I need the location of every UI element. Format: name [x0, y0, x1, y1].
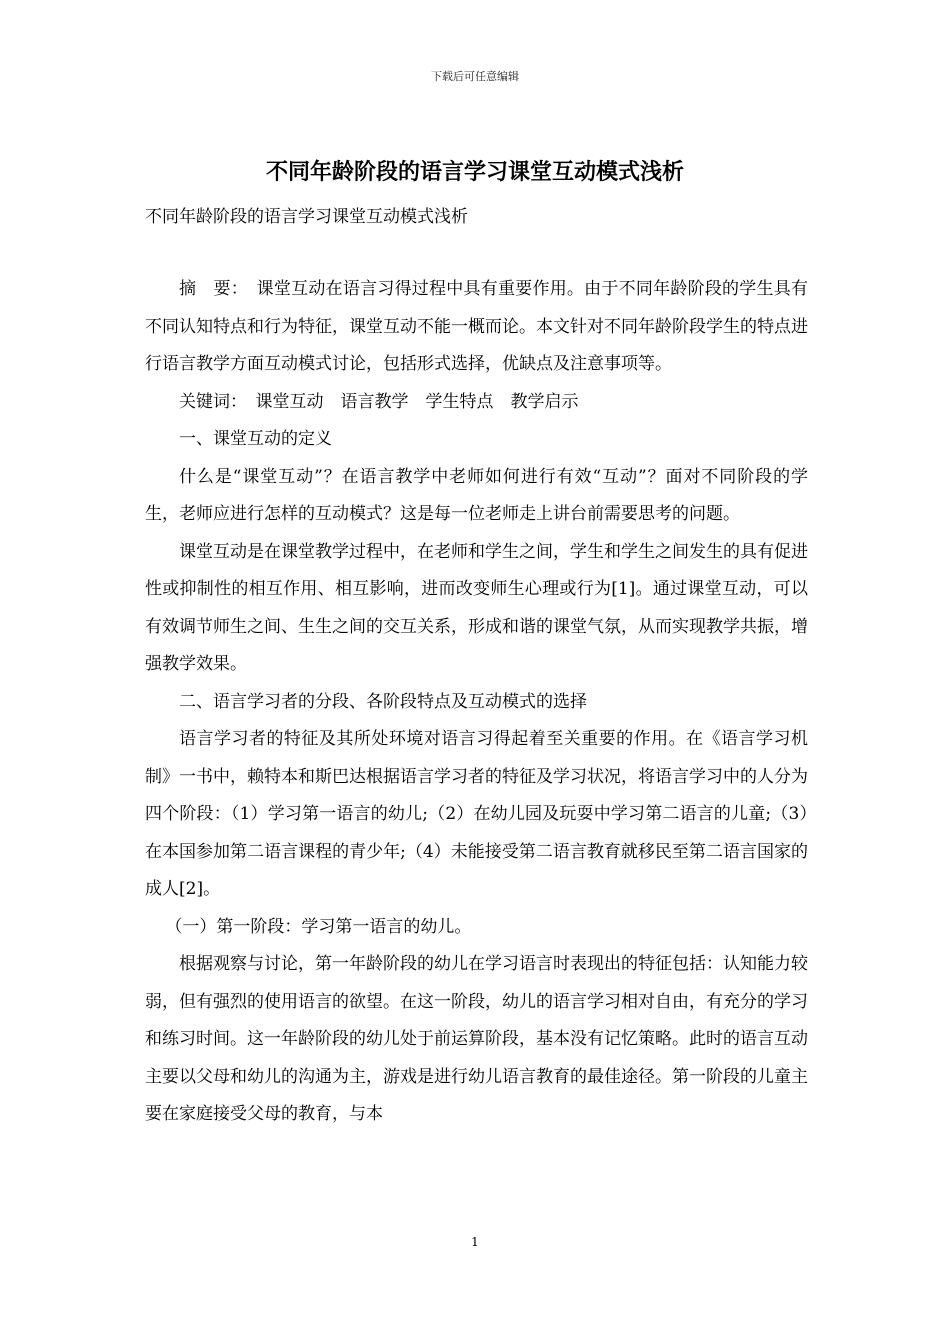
body-paragraph: 根据观察与讨论，第一年龄阶段的幼儿在学习语言时表现出的特征包括：认知能力较弱，但有强烈的使用语言的欲望。在这一阶段，幼儿的语言学习相对自由，有充分的学习和练习时间。这一年龄阶段的幼儿处于前运算阶段，基本没有记忆策略。此时的语言互动主要以父母和幼儿的沟通为主，游戏是进行幼儿语言教育的最佳途径。第一阶段的儿童主要在家庭接受父母的教育，与本: [145, 954, 808, 1124]
page-number: 1: [471, 1235, 479, 1249]
body-paragraph: 语言学习者的特征及其所处环境对语言习得起着至关重要的作用。在《语言学习机制》一书中，赖特本和斯巴达根据语言学习者的特征及学习状况，将语言学习中的人分为四个阶段：（1）学习第一语言的幼儿;（2）在幼儿园及玩耍中学习第二语言的儿童;（3）在本国参加第二语言课程的青少年;（4）未能接受第二语言教育就移民至第二语言国家的成人[2]。: [145, 729, 808, 899]
abstract-paragraph: 摘 要： 课堂互动在语言习得过程中具有重要作用。由于不同年龄阶段的学生具有不同认知特点和行为特征，课堂互动不能一概而论。本文针对不同年龄阶段学生的特点进行语言教学方面互动模式讨论，包括形式选择，优缺点及注意事项等。: [145, 279, 808, 374]
body-paragraph: 什么是“课堂互动”？在语言教学中老师如何进行有效“互动”？面对不同阶段的学生，老师应进行怎样的互动模式？这是每一位老师走上讲台前需要思考的问题。: [145, 466, 808, 524]
section-heading-1: 一、课堂互动的定义: [179, 429, 332, 449]
document-subtitle: 不同年龄阶段的语言学习课堂互动模式浅析: [145, 207, 468, 227]
section-heading-2: 二、语言学习者的分段、各阶段特点及互动模式的选择: [179, 691, 587, 712]
document-title: 不同年龄阶段的语言学习课堂互动模式浅析: [265, 159, 684, 185]
document-body: [145, 271, 808, 1134]
keywords-paragraph: 关键词： 课堂互动 语言教学 学生特点 教学启示: [179, 391, 579, 412]
page-header: 下载后可任意编辑: [431, 70, 519, 83]
body-paragraph: 课堂互动是在课堂教学过程中，在老师和学生之间，学生和学生之间发生的具有促进性或抑制性的相互作用、相互影响，进而改变师生心理或行为[1]。通过课堂互动，可以有效调节师生之间、生生之间的交互关系，形成和谐的课堂气氛，从而实现教学共振，增强教学效果。: [145, 541, 808, 674]
subsection-heading-1: （一）第一阶段：学习第一语言的幼儿。: [165, 916, 472, 937]
